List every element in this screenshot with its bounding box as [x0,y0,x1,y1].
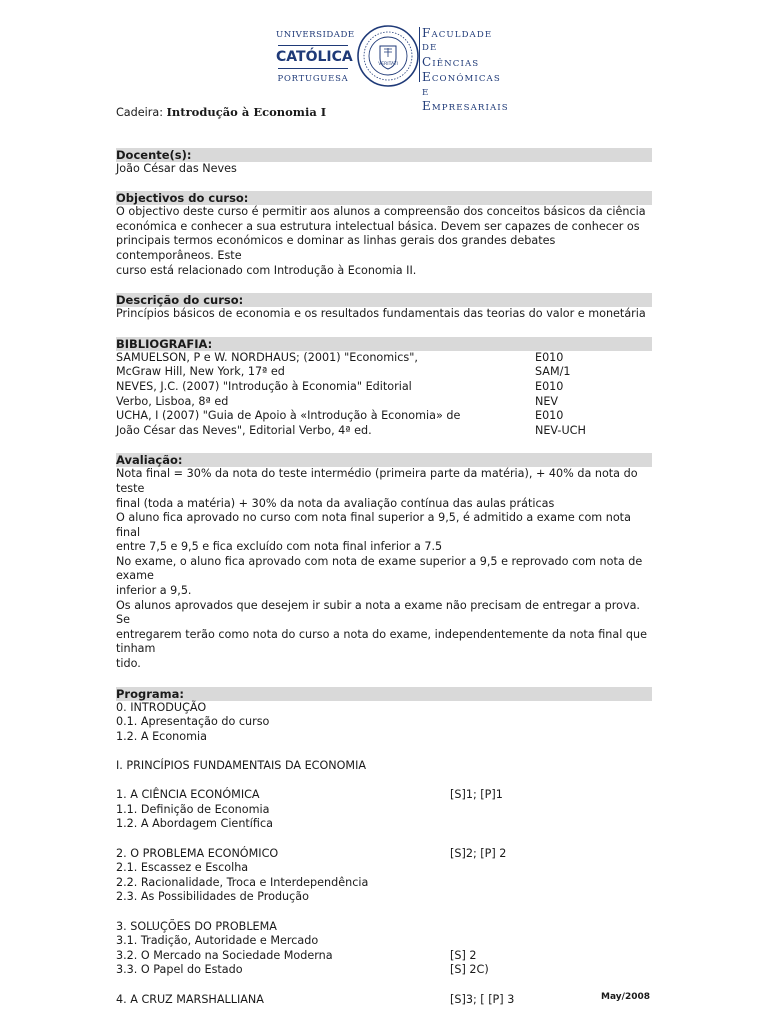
programme-reference [450,861,652,876]
description-text: Princípios básicos de economia e os resultados fundamentais das teorias do valor e monetária [116,307,646,321]
programme-topic: I. PRINCÍPIOS FUNDAMENTAIS DA ECONOMIA [116,759,367,772]
divider [278,68,348,69]
programme-reference: [S]1; [P]1 [450,788,503,802]
programme-reference [450,759,652,774]
programme-topic [116,774,450,789]
programme-row [116,847,652,862]
programme-reference [450,905,652,920]
programme-row [116,744,652,759]
bibliography-list [116,351,652,439]
programme-topic: 2. O PROBLEMA ECONÓMICO [116,846,279,860]
bibliography-row: SAMUELSON, P e W. NORDHAUS; (2001) "Economics", E010 [116,350,564,364]
section-heading-bibliografia: BIBLIOGRAFIA: [116,337,652,351]
university-logo-header [276,24,509,114]
section-heading-descricao: Descrição do curso: [116,293,652,307]
programme-reference [450,876,652,891]
programme-reference [450,774,652,789]
programme-topic [116,905,450,920]
document-body [116,105,652,1007]
programme-reference [450,744,652,759]
programme-reference [450,832,652,847]
programme-reference [450,890,652,905]
programme-topic: 2.3. As Possibilidades de Produção [116,890,309,904]
objectives-text: O objectivo deste curso é permitir aos alunos a compreensão dos conceitos básicos da ciência económica e conhecer a sua estrutura intelectual básica. Devem ser capazes de conhecer os principais termos económicos e dominar as linhas gerais dos grandes debates contemporâneos. Este curso está relacionado com Introdução à Economia II. [116,205,646,277]
programme-row [116,978,652,993]
faculty-wordmark [422,27,509,115]
programme-topic: 0. INTRODUÇÃO [116,700,207,714]
programme-topic: 1.2. A Economia [116,729,207,743]
programme-row [116,949,652,964]
programme-row [116,817,652,832]
programme-reference [450,817,652,832]
programme-row [116,774,652,789]
programme-row [116,730,652,745]
programme-reference: [S] 2C) [450,963,489,977]
faculty-line: FACULDADE DE [422,26,493,54]
section-heading-objectivos: Objectivos do curso: [116,191,652,205]
programme-reference [450,803,652,818]
programme-topic: 2.2. Racionalidade, Troca e Interdependência [116,875,369,889]
programme-row [116,920,652,935]
programme-reference [450,920,652,935]
bibliography-row: UCHA, I (2007) "Guia de Apoio à «Introdução à Economia» de E010 [116,409,564,423]
programme-row [116,876,652,891]
bibliography-row: Verbo, Lisboa, 8ª ed NEV [116,394,559,408]
divider [278,45,348,46]
programme-row [116,861,652,876]
programme-reference [450,715,652,730]
programme-topic: 1.2. A Abordagem Científica [116,817,273,831]
bibliography-row: João César das Neves", Editorial Verbo, 4ª ed. NEV-UCH [116,423,586,437]
programme-topic: 3.1. Tradição, Autoridade e Mercado [116,934,319,948]
teacher-name: João César das Neves [116,161,237,175]
programme-topic: 3.3. O Papel do Estado [116,963,243,977]
programme-topic: 0.1. Apresentação do curso [116,715,270,729]
portuguesa-label: PORTUGUESA [277,72,349,83]
assessment-text: Nota final = 30% da nota do teste intermédio (primeira parte da matéria), + 40% da nota do teste final (toda a matéria) + 30% da nota da avaliação contínua das aulas práticas O aluno fica aprovado no curso com nota final superior a 9,5, é admitido a exame com nota final entre 7,5 e 9,5 e fica excluído com nota final inferior a 7.5 No exame, o aluno fica aprovado com nota de exame superior a 9,5 e reprovado com nota de exame inferior a 9,5. Os alunos aprovados que desejem ir subir a nota a exame não precisam de entregar a prova. Se entregarem terão como nota do curso a nota do exame, independentemente da nota final que tinham tido. [116,467,647,671]
section-heading-docentes: Docente(s): [116,148,652,162]
programme-row [116,963,652,978]
programme-topic: 1. A CIÊNCIA ECONÓMICA [116,788,260,802]
programme-row [116,715,652,730]
programme-reference: [S]2; [P] 2 [450,846,507,860]
programme-row [116,759,652,774]
faculty-line: CIÊNCIAS [422,54,480,69]
university-label: UNIVERSIDADE [276,30,355,40]
programme-reference [450,730,652,745]
programme-reference [450,701,652,716]
programme-topic: 2.1. Escassez e Escolha [116,861,249,875]
programme-row [116,701,652,716]
divider [419,27,420,82]
course-name [116,105,652,121]
course-title: Introdução à Economia I [166,105,327,119]
programme-topic [116,744,450,759]
programme-list [116,701,652,1007]
seal-motto: VERITATI [378,62,398,67]
faculty-line: EMPRESARIAIS [422,99,509,114]
programme-topic [116,978,450,993]
programme-row [116,832,652,847]
programme-topic [116,832,450,847]
catolica-label: CATÓLICA [276,48,353,65]
bibliography-row: NEVES, J.C. (2007) "Introdução à Economia" Editorial E010 [116,379,564,393]
programme-row [116,905,652,920]
programme-row [116,788,652,803]
programme-reference [450,934,652,949]
programme-row [116,890,652,905]
bibliography-row: McGraw Hill, New York, 17ª ed SAM/1 [116,365,571,379]
faculty-line: ECONÓMICAS E [422,70,501,98]
programme-reference: [S]3; [ [P] 3 [450,992,515,1006]
programme-row [116,803,652,818]
university-seal-icon [356,24,420,88]
programme-reference: [S] 2 [450,948,477,962]
programme-topic: 4. A CRUZ MARSHALLIANA [116,992,264,1006]
section-heading-avaliacao: Avaliação: [116,453,652,467]
programme-row [116,934,652,949]
programme-topic: 3.2. O Mercado na Sociedade Moderna [116,948,333,962]
university-wordmark [276,28,355,85]
programme-row [116,993,652,1008]
programme-topic: 1.1. Definição de Economia [116,802,270,816]
section-heading-programa: Programa: [116,687,652,701]
document-date: May/2008 [601,992,650,1002]
course-label: Cadeira: [116,106,167,119]
programme-topic: 3. SOLUÇÕES DO PROBLEMA [116,919,277,933]
